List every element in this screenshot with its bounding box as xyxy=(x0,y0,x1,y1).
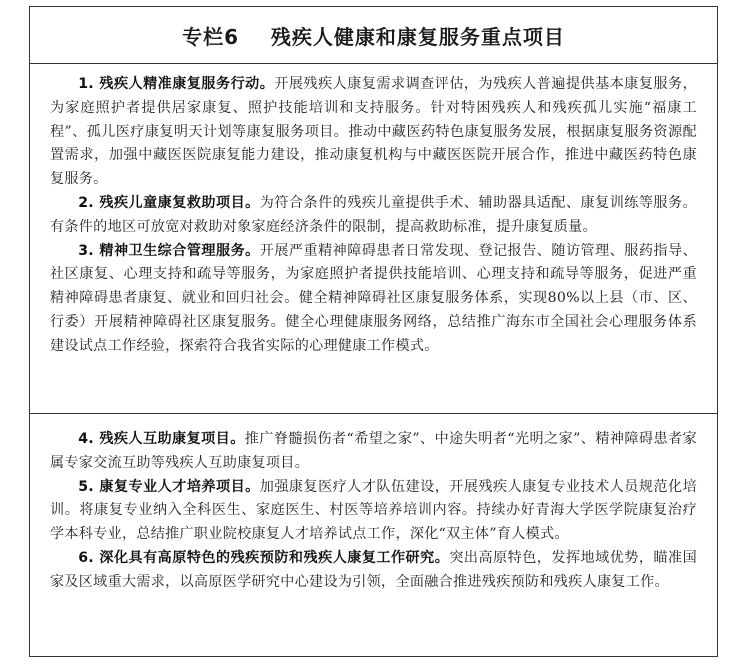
column-title: 残疾人健康和康复服务重点项目 xyxy=(270,24,565,49)
project-description: 加强康复医疗人才队伍建设，开展残疾人康复专业技术人员规范化培训。将康复专业纳入全科医生、家庭医生、村医等培养培训内容。持续办好青海大学医学院康复治疗学本科专业，总结推广职业院校康复人才培养试点工作，深化“双主体”育人模式。 xyxy=(50,478,697,543)
project-description: 开展残疾人康复需求调查评估，为残疾人普遍提供基本康复服务，为家庭照护者提供居家康复、照护技能培训和支持服务。针对特困残疾人和残疾孤儿实施“福康工程”、孤儿医疗康复明天计划等康复服务项目。推动中藏医药特色康复服务发展，根据康复服务资源配置需求，加强中藏医医院康复能力建设，推动康复机构与中藏医医院开展合作，推进中藏医药特色康复服务。 xyxy=(50,76,697,188)
project-item-4 xyxy=(50,428,697,476)
project-number: 4. xyxy=(78,431,94,447)
project-description: 突出高原特色，发挥地域优势，瞄准国家及区域重大需求，以高原医学研究中心建设为引领，全面融合推进残疾预防和残疾人康复工作。 xyxy=(50,549,697,590)
feature-box xyxy=(29,6,718,657)
project-heading: 残疾人精准康复服务行动。 xyxy=(99,76,275,92)
project-item-3 xyxy=(50,240,697,359)
project-number: 2. xyxy=(78,194,94,211)
project-number: 6. xyxy=(78,549,94,566)
project-heading: 残疾人互助康复项目。 xyxy=(99,431,245,447)
projects-section-1 xyxy=(30,64,717,414)
box-title xyxy=(182,21,565,50)
project-heading: 残疾儿童康复救助项目。 xyxy=(99,194,260,211)
project-description: 为符合条件的残疾儿童提供手术、辅助器具适配、康复训练等服务。有条件的地区可放宽对救助对象家庭经济条件的限制，提高救助标准，提升康复质量。 xyxy=(50,194,697,235)
project-heading: 深化具有高原特色的残疾预防和残疾人康复工作研究。 xyxy=(99,549,450,566)
project-heading: 康复专业人才培养项目。 xyxy=(99,478,260,495)
project-description: 推广脊髓损伤者“希望之家”、中途失明者“光明之家”、精神障碍患者家属专家交流互助等残疾人互助康复项目。 xyxy=(50,431,697,471)
project-item-5 xyxy=(50,476,697,547)
project-number: 5. xyxy=(78,478,94,495)
project-item-1 xyxy=(50,73,697,192)
project-description: 开展严重精神障碍患者日常发现、登记报告、随访管理、服药指导、社区康复、心理支持和疏导等服务，为家庭照护者提供技能培训、心理支持和疏导等服务，促进严重精神障碍患者康复、就业和回归社会。健全精神障碍社区康复服务体系，实现80%以上县（市、区、行委）开展精神障碍社区康复服务。健全心理健康服务网络，总结推广海东市全国社会心理服务体系建设试点工作经验，探索符合我省实际的心理健康工作模式。 xyxy=(50,242,697,354)
projects-section-2 xyxy=(30,414,717,595)
column-label: 专栏6 xyxy=(182,24,240,49)
project-number: 1. xyxy=(78,76,94,92)
project-number: 3. xyxy=(78,242,94,259)
project-heading: 精神卫生综合管理服务。 xyxy=(99,242,260,259)
project-item-6 xyxy=(50,547,697,595)
box-header xyxy=(30,7,717,64)
project-item-2 xyxy=(50,192,697,240)
